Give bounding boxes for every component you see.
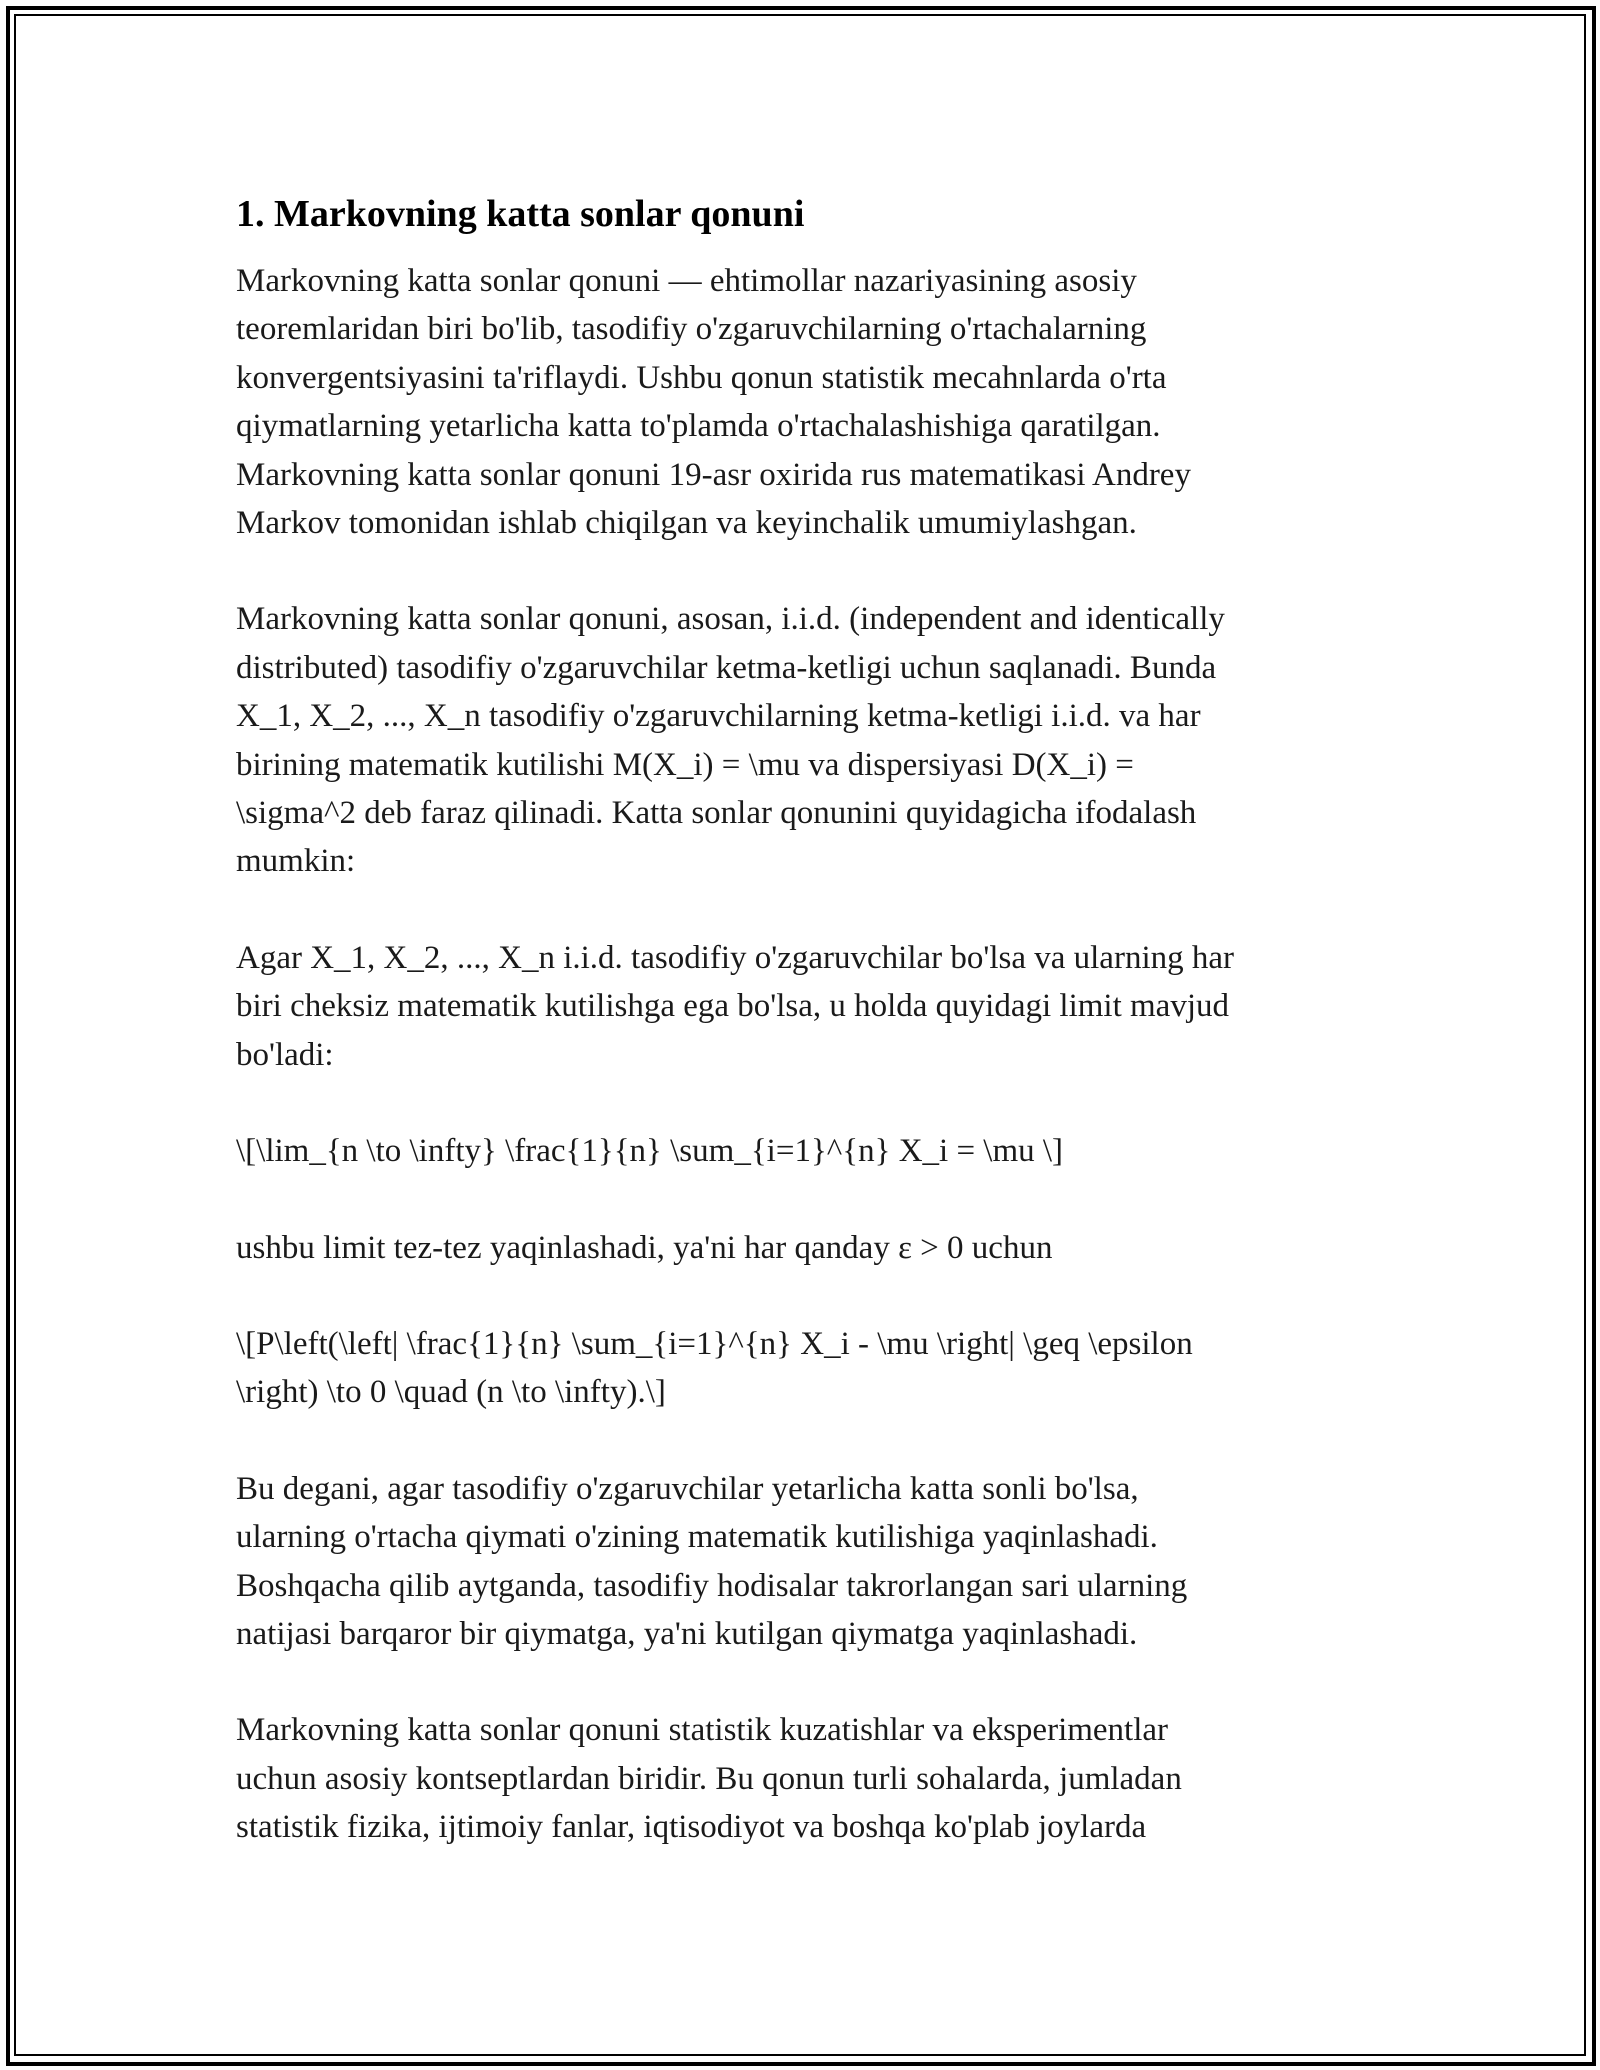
paragraph-meaning: Bu degani, agar tasodifiy o'zgaruvchilar yetarlicha katta sonli bo'lsa, ularning o'rtacha qiymati o'zining matematik kutilishiga yaqinlashadi. Boshqacha qilib aytganda, tasodifiy hodisalar takrorlangan sari ularning natijasi barqaror bir qiymatga, ya'ni kutilgan qiymatga yaqinlashadi. xyxy=(236,1470,1188,1652)
section-heading: 1. Markovning katta sonlar qonuni xyxy=(236,193,805,235)
document-body xyxy=(236,185,1366,1900)
paragraph-limit-statement: Agar X_1, X_2, ..., X_n i.i.d. tasodifiy o'zgaruvchilar bo'lsa va ularning har biri cheksiz matematik kutilishga ega bo'lsa, u holda quyidagi limit mavjud bo'ladi: xyxy=(236,939,1234,1073)
paragraph-epsilon: ushbu limit tez-tez yaqinlashadi, ya'ni har qanday ε > 0 uchun xyxy=(236,1229,1053,1266)
formula-probability: \[P\left(\left| \frac{1}{n} \sum_{i=1}^{n} X_i - \mu \right| \geq \epsilon \right) \to 0 \quad (n \to \infty).\] xyxy=(236,1325,1193,1411)
paragraph-iid-assumption: Markovning katta sonlar qonuni, asosan, i.i.d. (independent and identically distributed) tasodifiy o'zgaruvchilar ketma-ketligi uchun saqlanadi. Bunda X_1, X_2, ..., X_n tasodifiy o'zgaruvchilarning ketma-ketligi i.i.d. va har birining matematik kutilishi M(X_i) = \mu va dispersiyasi D(X_i) = \sigma^2 deb faraz qilinadi. Katta sonlar qonunini quyidagicha ifodalash mumkin: xyxy=(236,601,1225,880)
paragraph-intro: Markovning katta sonlar qonuni — ehtimollar nazariyasining asosiy teoremlaridan biri bo'lib, tasodifiy o'zgaruvchilarning o'rtachalarning konvergentsiyasini ta'riflaydi. Ushbu qonun statistik mecahnlarda o'rta qiymatlarning yetarlicha katta to'plamda o'rtachalashishiga qaratilgan. Markovning katta sonlar qonuni 19-asr oxirida rus matematikasi Andrey Markov tomonidan ishlab chiqilgan va keyinchalik umumiylashgan. xyxy=(236,263,1191,542)
paragraph-applications: Markovning katta sonlar qonuni statistik kuzatishlar va eksperimentlar uchun asosiy kontseptlardan biridir. Bu qonun turli sohalarda, jumladan statistik fizika, ijtimoiy fanlar, iqtisodiyot va boshqa ko'plab joylarda xyxy=(236,1712,1182,1846)
formula-limit: \[\lim_{n \to \infty} \frac{1}{n} \sum_{i=1}^{n} X_i = \mu \] xyxy=(236,1133,1064,1170)
